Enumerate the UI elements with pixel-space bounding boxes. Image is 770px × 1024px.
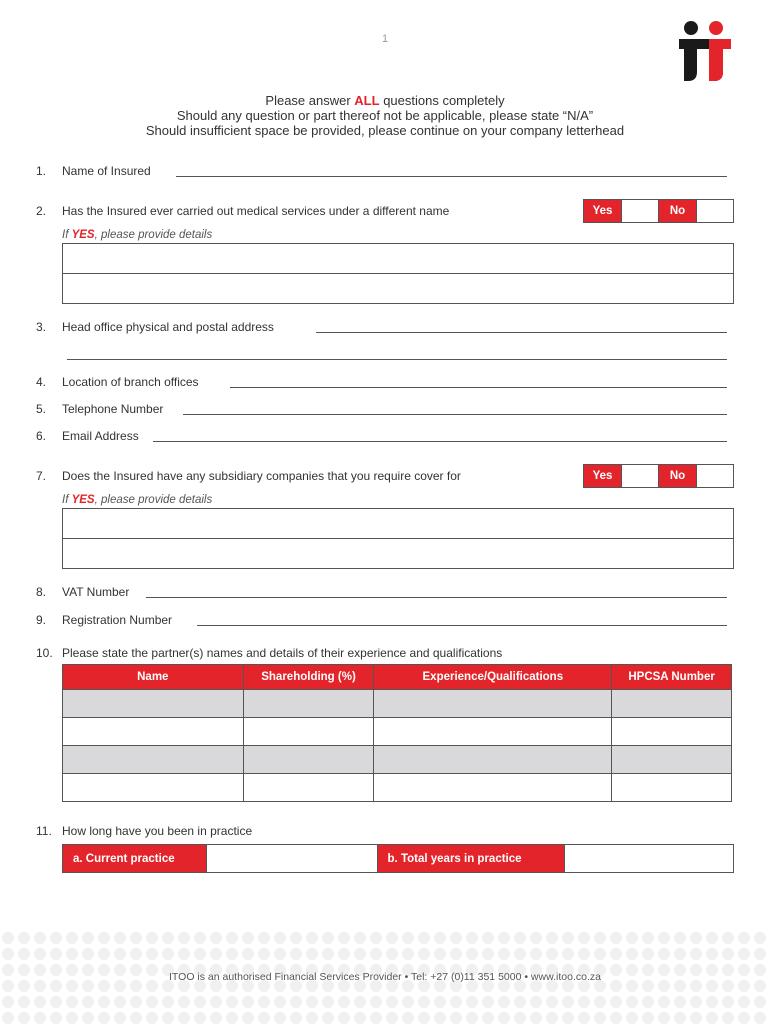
table-cell[interactable] bbox=[243, 774, 374, 802]
partners-table bbox=[62, 664, 732, 802]
q5-label: Telephone Number bbox=[62, 402, 164, 416]
table-cell[interactable] bbox=[63, 746, 244, 774]
q9-number: 9. bbox=[36, 613, 47, 627]
if-text: If bbox=[62, 229, 72, 241]
q9-answer-line[interactable] bbox=[197, 625, 727, 626]
practice-duration-row bbox=[62, 844, 734, 873]
table-cell[interactable] bbox=[243, 718, 374, 746]
table-cell[interactable] bbox=[63, 774, 244, 802]
q10-label: Please state the partner(s) names and details of their experience and qualifications bbox=[62, 646, 503, 660]
total-years-label: b. Total years in practice bbox=[378, 845, 566, 872]
table-cell[interactable] bbox=[612, 774, 732, 802]
q5-answer-line[interactable] bbox=[183, 414, 727, 415]
q8-answer-line[interactable] bbox=[146, 597, 727, 598]
table-cell[interactable] bbox=[612, 718, 732, 746]
total-years-input[interactable] bbox=[565, 845, 733, 872]
q4-label: Location of branch offices bbox=[62, 375, 199, 389]
q5-number: 5. bbox=[36, 402, 47, 416]
current-practice-label: a. Current practice bbox=[63, 845, 207, 872]
col-name: Name bbox=[63, 665, 244, 690]
q3-label: Head office physical and postal address bbox=[62, 320, 274, 334]
q3-number: 3. bbox=[36, 320, 47, 334]
q2-details-box bbox=[62, 243, 734, 304]
page-number: 1 bbox=[381, 33, 389, 45]
q7-details-box bbox=[62, 508, 734, 569]
if-text: , please provide details bbox=[94, 494, 213, 506]
q2-details-row-1[interactable] bbox=[63, 244, 733, 274]
q11-label: How long have you been in practice bbox=[62, 824, 253, 838]
q8-label: VAT Number bbox=[62, 585, 130, 599]
q9-label: Registration Number bbox=[62, 613, 173, 627]
table-row bbox=[63, 690, 732, 718]
q2-details-row-2[interactable] bbox=[63, 274, 733, 303]
table-cell[interactable] bbox=[374, 718, 612, 746]
q7-if-yes bbox=[62, 494, 212, 506]
intro-line-1 bbox=[0, 93, 770, 108]
intro-emphasis: ALL bbox=[354, 93, 380, 108]
col-shareholding: Shareholding (%) bbox=[243, 665, 374, 690]
q7-details-row-2[interactable] bbox=[63, 539, 733, 568]
q2-yes-no bbox=[583, 199, 734, 223]
q1-answer-line[interactable] bbox=[176, 176, 727, 177]
table-row bbox=[63, 774, 732, 802]
table-cell[interactable] bbox=[374, 746, 612, 774]
q10-number: 10. bbox=[36, 646, 53, 660]
intro-text: questions completely bbox=[379, 93, 505, 108]
q1-label: Name of Insured bbox=[62, 164, 151, 178]
q2-number: 2. bbox=[36, 204, 47, 218]
q2-no-label: No bbox=[659, 200, 697, 222]
q7-no-checkbox[interactable] bbox=[697, 465, 733, 487]
intro-line-2: Should any question or part thereof not be applicable, please state “N/A” bbox=[176, 108, 594, 123]
table-cell[interactable] bbox=[374, 690, 612, 718]
table-cell[interactable] bbox=[63, 690, 244, 718]
q2-label: Has the Insured ever carried out medical services under a different name bbox=[62, 204, 450, 218]
table-row bbox=[63, 718, 732, 746]
intro-line-3: Should insufficient space be provided, please continue on your company letterhead bbox=[145, 123, 625, 138]
q2-if-yes bbox=[62, 229, 212, 241]
table-row bbox=[63, 746, 732, 774]
if-text: If bbox=[62, 494, 72, 506]
q7-label: Does the Insured have any subsidiary companies that you require cover for bbox=[62, 469, 461, 483]
itoo-logo bbox=[677, 20, 737, 82]
q6-label: Email Address bbox=[62, 429, 139, 443]
col-hpcsa: HPCSA Number bbox=[612, 665, 732, 690]
q2-yes-checkbox[interactable] bbox=[622, 200, 659, 222]
q7-yes-no bbox=[583, 464, 734, 488]
if-emphasis: YES bbox=[71, 229, 95, 241]
q7-number: 7. bbox=[36, 469, 47, 483]
q1-number: 1. bbox=[36, 164, 47, 178]
q7-yes-checkbox[interactable] bbox=[622, 465, 659, 487]
q3-answer-line-1[interactable] bbox=[316, 332, 727, 333]
footer-text: ITOO is an authorised Financial Services Provider • Tel: +27 (0)11 351 5000 • www.itoo.co.za bbox=[169, 971, 601, 983]
q7-no-label: No bbox=[659, 465, 697, 487]
q3-answer-line-2[interactable] bbox=[67, 359, 727, 360]
table-cell[interactable] bbox=[612, 690, 732, 718]
q4-number: 4. bbox=[36, 375, 47, 389]
q7-yes-label: Yes bbox=[584, 465, 622, 487]
table-cell[interactable] bbox=[243, 690, 374, 718]
q7-details-row-1[interactable] bbox=[63, 509, 733, 539]
q11-number: 11. bbox=[36, 824, 52, 838]
table-cell[interactable] bbox=[612, 746, 732, 774]
if-text: , please provide details bbox=[94, 229, 213, 241]
intro-text: Please answer bbox=[265, 93, 355, 108]
if-emphasis: YES bbox=[71, 494, 95, 506]
q4-answer-line[interactable] bbox=[230, 387, 727, 388]
table-cell[interactable] bbox=[243, 746, 374, 774]
q2-no-checkbox[interactable] bbox=[697, 200, 733, 222]
table-cell[interactable] bbox=[63, 718, 244, 746]
q6-number: 6. bbox=[36, 429, 47, 443]
q6-answer-line[interactable] bbox=[153, 441, 727, 442]
q2-yes-label: Yes bbox=[584, 200, 622, 222]
col-experience: Experience/Qualifications bbox=[374, 665, 612, 690]
current-practice-input[interactable] bbox=[207, 845, 378, 872]
q8-number: 8. bbox=[36, 585, 47, 599]
table-cell[interactable] bbox=[374, 774, 612, 802]
